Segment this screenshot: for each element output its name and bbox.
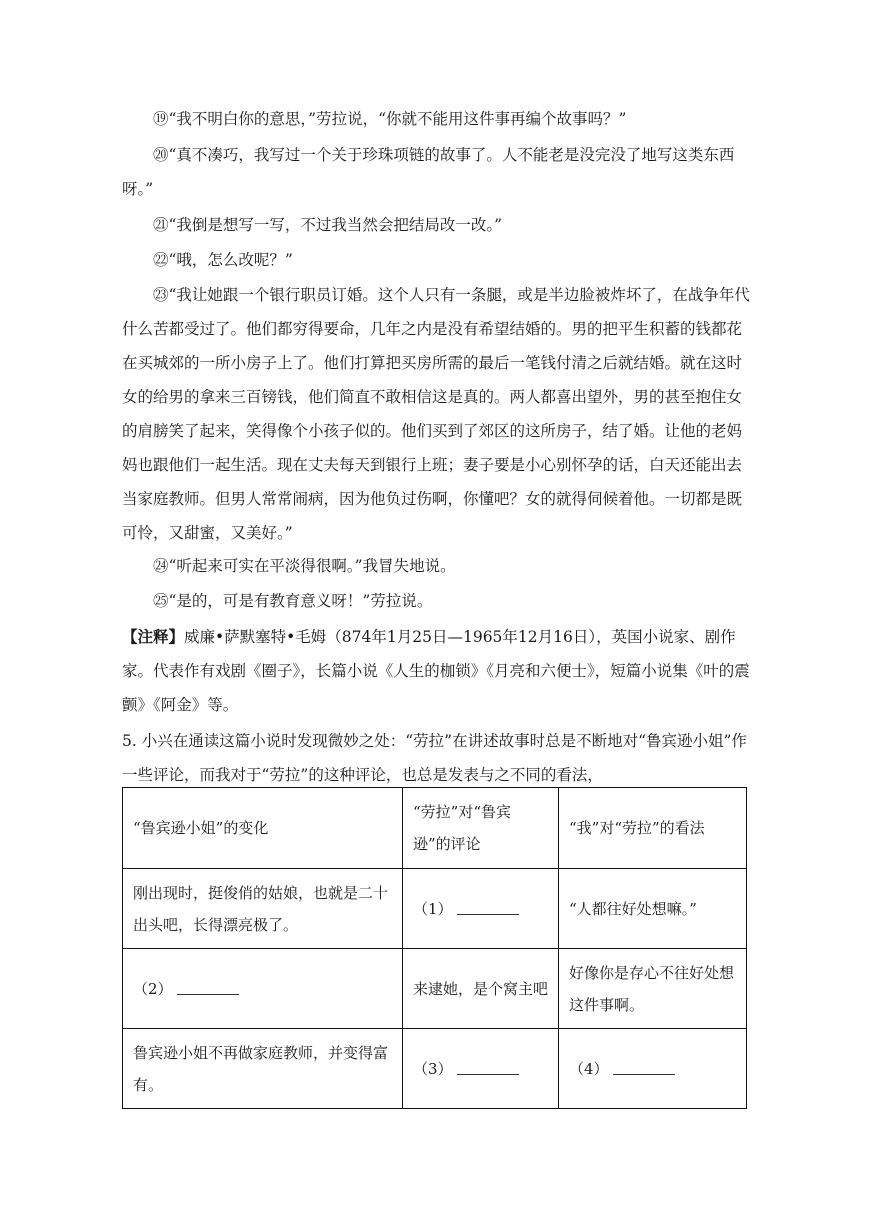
table-cell: 刚出现时，挺俊俏的姑娘，也就是二十出头吧，长得漂亮极了。 bbox=[123, 869, 403, 949]
answer-blank-2[interactable] bbox=[177, 980, 239, 995]
table-cell: “人都往好处想嘛。” bbox=[559, 869, 747, 949]
paragraph-19: ⑲“我不明白你的意思，”劳拉说，“你就不能用这件事再编个故事吗？” bbox=[153, 110, 627, 128]
header-cell: “劳拉”对“鲁宾逊”的评论 bbox=[403, 788, 559, 869]
answer-blank-4[interactable] bbox=[613, 1060, 675, 1075]
table-row bbox=[123, 869, 747, 949]
blank-label: （2） bbox=[133, 979, 173, 998]
table-cell[interactable] bbox=[403, 869, 559, 949]
answer-blank-3[interactable] bbox=[457, 1060, 519, 1075]
note-text: 威廉•萨默塞特•毛姆（874年1月25日—1965年12月16日），英国小说家、剧作家。代表作有戏剧《圈子》，长篇小说《人生的枷锁》《月亮和六便士》，短篇小说集《叶的震颤》《阿金》等。 bbox=[122, 628, 750, 714]
blank-label: （1） bbox=[413, 899, 453, 918]
blank-label: （4） bbox=[569, 1059, 609, 1078]
table-cell[interactable] bbox=[123, 949, 403, 1029]
note-lead: 【注释】 bbox=[122, 627, 185, 646]
annotation-note bbox=[122, 620, 750, 722]
paragraph-22: ㉒“哦，怎么改呢？” bbox=[153, 251, 293, 269]
paragraph-24: ㉔“听起来可实在平淡得很啊。”我冒失地说。 bbox=[153, 557, 456, 575]
header-cell: “鲁宾逊小姐”的变化 bbox=[123, 788, 403, 869]
table-cell: 来逮她，是个窝主吧 bbox=[403, 949, 559, 1029]
table-cell[interactable] bbox=[559, 1029, 747, 1109]
answer-table bbox=[122, 787, 747, 1109]
paragraph-25: ㉕“是的，可是有教育意义呀！”劳拉说。 bbox=[153, 592, 433, 610]
header-cell: “我”对“劳拉”的看法 bbox=[559, 788, 747, 869]
paragraph-21: ㉑“我倒是想写一写，不过我当然会把结局改一改。” bbox=[153, 216, 503, 234]
paragraph-23: ㉓“我让她跟一个银行职员订婚。这个人只有一条腿，或是半边脸被炸坏了，在战争年代什么苦都受过了。他们都穷得要命，几年之内是没有希望结婚的。男的把平生积蓄的钱都花在买城郊的一所小房子上了。他们打算把买房所需的最后一笔钱付清之后就结婚。就在这时女的给男的拿来三百镑钱，他们简直不敢相信这是真的。两人都喜出望外，男的甚至抱住女的肩膀笑了起来，笑得像个小孩子似的。他们买到了郊区的这所房子，结了婚。让他的老妈妈也跟他们一起生活。现在丈夫每天到银行上班；妻子要是小心别怀孕的话，白天还能出去当家庭教师。但男人常常闹病，因为他负过伤啊，你懂吧？女的就得伺候着他。一切都是既可怜，又甜蜜，又美好。” bbox=[122, 286, 750, 542]
paragraph-20: ⑳“真不凑巧，我写过一个关于珍珠项链的故事了。人不能老是没完没了地写这类东西呀。” bbox=[122, 146, 735, 198]
table-cell[interactable] bbox=[403, 1029, 559, 1109]
answer-blank-1[interactable] bbox=[457, 900, 519, 915]
blank-label: （3） bbox=[413, 1059, 453, 1078]
table-cell: 鲁宾逊小姐不再做家庭教师，并变得富有。 bbox=[123, 1029, 403, 1109]
question-5: 5. 小兴在通读这篇小说时发现微妙之处：“劳拉”在讲述故事时总是不断地对“鲁宾逊小姐”作一些评论，而我对于“劳拉”的这种评论，也总是发表与之不同的看法， bbox=[122, 732, 747, 784]
table-header-row bbox=[123, 788, 747, 869]
table-row bbox=[123, 1029, 747, 1109]
table-row bbox=[123, 949, 747, 1029]
table-cell: 好像你是存心不往好处想这件事啊。 bbox=[559, 949, 747, 1029]
